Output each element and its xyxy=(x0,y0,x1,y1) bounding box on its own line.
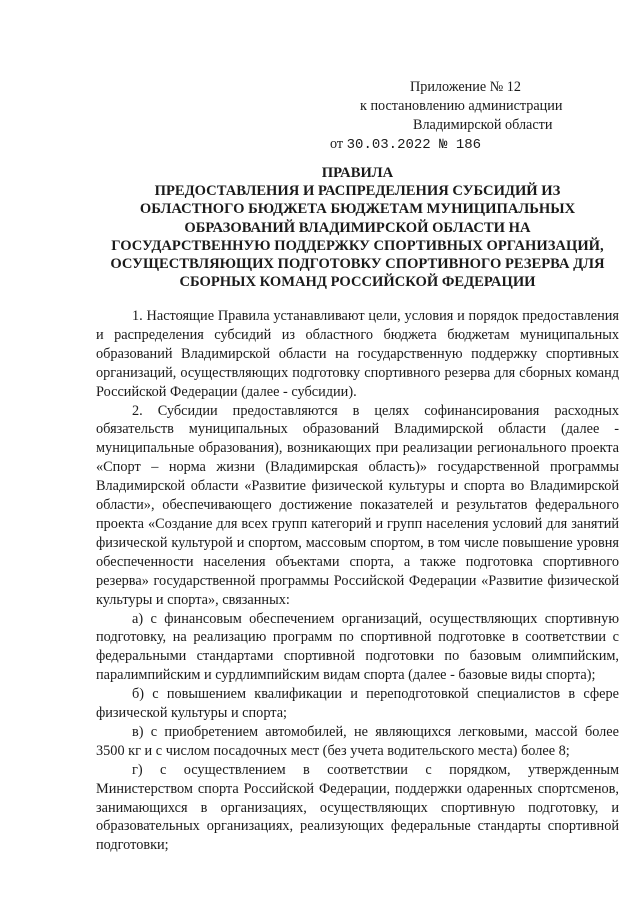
title-line: ПРАВИЛА xyxy=(321,165,394,181)
subparagraph-v: в) с приобретением автомобилей, не являющихся легковыми, массой более 3500 кг и с числом посадочных мест (без учета водительского места) более 8; xyxy=(96,723,619,759)
document-title xyxy=(80,164,635,291)
title-line: СБОРНЫХ КОМАНД РОССИЙСКОЙ ФЕДЕРАЦИИ xyxy=(179,274,536,291)
paragraph-2: 2. Субсидии предоставляются в целях софинансирования расходных обязательств муниципальных образований Владимирской области (далее - муниципальные образования), возникающих при реализации регионального проекта «Спорт – норма жизни (Владимирская область)» государственной программы Владимирской области «Развитие физической культуры и спорта во Владимирской области», обеспечивающего достижение показателей и результатов федерального проекта «Создание для всех групп категорий и групп населения условий для занятий физической культурой и спортом, массовым спортом, в том числе повышение уровня обеспеченности населения объектами спорта, а также подготовка спортивного резерва» государственной программы Российской Федерации «Развитие физической культуры и спорта», связанных: xyxy=(96,402,619,608)
paragraph-1: 1. Настоящие Правила устанавливают цели, условия и порядок предоставления и распределения субсидий из областного бюджета бюджетам муниципальных образований Владимирской области на государственную поддержку спортивных организаций, осуществляющих подготовку спортивного резерва для сборных команд Российской Федерации (далее - субсидии). xyxy=(96,308,619,400)
subparagraph-g: г) с осуществлением в соответствии с порядком, утвержденным Министерством спорта Российской Федерации, поддержки одаренных спортсменов, занимающихся в организациях, осуществляющих спортивную подготовку, и образовательных организациях, реализующих федеральные стандарты спортивной подготовки; xyxy=(96,761,619,854)
title-line: ОБРАЗОВАНИЙ ВЛАДИМИРСКОЙ ОБЛАСТИ НА xyxy=(184,219,531,236)
title-line: ОБЛАСТНОГО БЮДЖЕТА БЮДЖЕТАМ МУНИЦИПАЛЬНЫХ xyxy=(139,201,576,218)
appendix-reference: к постановлению администрации xyxy=(360,98,563,114)
subparagraph-b: б) с повышением квалификации и переподготовкой специалистов в сфере физической культуры и спорта; xyxy=(96,686,619,722)
appendix-date-line xyxy=(330,135,630,155)
title-line: ПРЕДОСТАВЛЕНИЯ И РАСПРЕДЕЛЕНИЯ СУБСИДИЙ ИЗ xyxy=(154,183,561,200)
title-line: ГОСУДАРСТВЕННУЮ ПОДДЕРЖКУ СПОРТИВНЫХ ОРГАНИЗАЦИЙ, xyxy=(111,237,604,254)
title-line: ОСУЩЕСТВЛЯЮЩИХ ПОДГОТОВКУ СПОРТИВНОГО РЕЗЕРВА ДЛЯ xyxy=(110,256,605,273)
appendix-region: Владимирской области xyxy=(413,117,553,133)
appendix-date-number: 30.03.2022 № 186 xyxy=(346,137,482,153)
document-body xyxy=(96,307,619,855)
appendix-date-prefix: от xyxy=(330,136,344,152)
subparagraph-a: а) с финансовым обеспечением организаций, осуществляющих спортивную подготовку, на реализацию программ по спортивной подготовке в соответствии с федеральными стандартами спортивной подготовки по базовым олимпийским, паралимпийским и сурдлимпийским видам спорта (далее - базовые виды спорта); xyxy=(96,610,619,684)
appendix-number: Приложение № 12 xyxy=(410,79,521,95)
appendix-header xyxy=(330,78,630,155)
